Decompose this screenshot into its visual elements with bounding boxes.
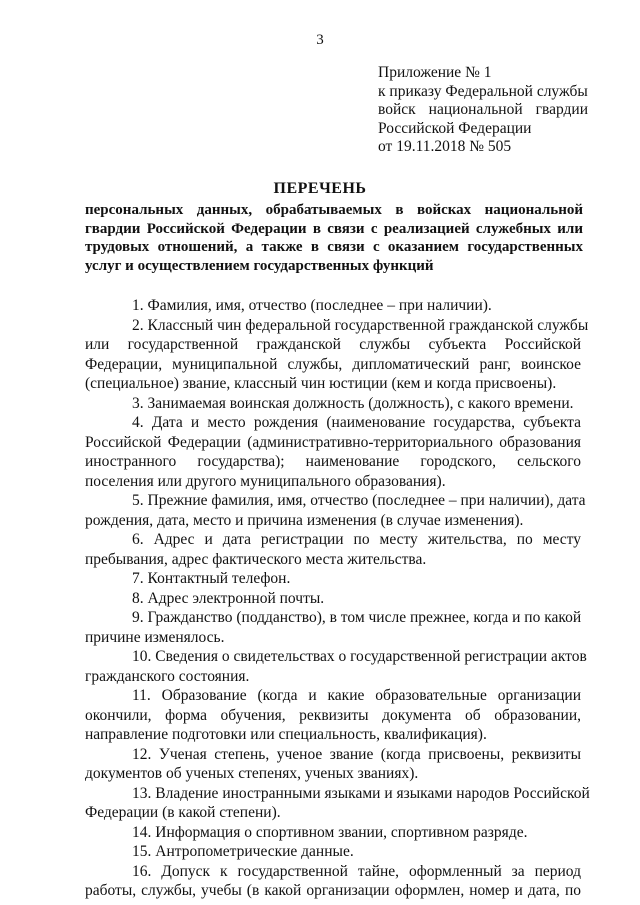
list-line: направление подготовки или специальность, квалификация). (85, 726, 487, 743)
document-title: ПЕРЕЧЕНЬ (273, 180, 367, 197)
subtitle-line: гвардии Российской Федерации в связи с реализацией служебных или (85, 220, 583, 237)
list-line: 15. Антропометрические данные. (132, 843, 354, 860)
list-line: (специальное) звание, классный чин юстиции (кем и когда присвоены). (85, 375, 557, 392)
list-line: 3. Занимаемая воинская должность (должность), с какого времени. (132, 394, 574, 412)
list-line: окончили, форма обучения, реквизиты документа об образовании, (85, 706, 581, 724)
list-line: 12. Ученая степень, ученое звание (когда присвоены, реквизиты (132, 745, 581, 763)
list-line: 14. Информация о спортивном звании, спортивном разряде. (132, 823, 528, 841)
list-line: Федерации (в какой степени). (85, 804, 281, 821)
subtitle-line: персональных данных, обрабатываемых в войсках национальной (85, 202, 583, 218)
list-line: 10. Сведения о свидетельствах о государственной регистрации актов (132, 648, 587, 665)
list-line: 1. Фамилия, имя, отчество (последнее – при наличии). (132, 297, 492, 314)
appendix-line: Приложение № 1 (378, 64, 492, 81)
document-subtitle (85, 201, 583, 275)
list-line: рождения, дата, место и причина изменения (в случае изменения). (85, 511, 524, 529)
list-line: 2. Классный чин федеральной государственной гражданской службы (132, 316, 589, 334)
appendix-header (378, 64, 588, 157)
list-line: 9. Гражданство (подданство), в том числе прежнее, когда и по какой (132, 609, 582, 626)
personal-data-list (85, 296, 590, 901)
appendix-line: войск национальной гвардии (378, 101, 588, 118)
appendix-line: от 19.11.2018 № 505 (378, 138, 512, 155)
list-line: причине изменялось. (85, 628, 225, 646)
appendix-line: Российской Федерации (378, 119, 532, 137)
list-line: иностранного государства); наименование городского, сельского (85, 453, 581, 470)
list-line: или государственной гражданской службы субъекта Российской (85, 336, 581, 353)
list-line: работы, службы, учебы (в какой организации оформлен, номер и дата, по (85, 882, 581, 899)
list-line: 13. Владение иностранными языками и языками народов Российской (132, 784, 590, 802)
list-line: 4. Дата и место рождения (наименование государства, субъекта (132, 414, 581, 431)
list-line: поселения или другого муниципального образования). (85, 472, 446, 490)
appendix-line: к приказу Федеральной службы (378, 82, 588, 100)
list-line: Федерации, муниципальной службы, дипломатический ранг, воинское (85, 355, 581, 373)
list-line: гражданского состояния. (85, 667, 250, 685)
list-line: 8. Адрес электронной почты. (132, 589, 325, 607)
page-number: 3 (316, 32, 324, 48)
list-line: 6. Адрес и дата регистрации по месту жительства, по месту (132, 531, 581, 548)
subtitle-line: услуг и осуществлением государственных функций (85, 257, 434, 274)
list-line: Российской Федерации (административно-территориального образования (85, 433, 581, 451)
list-line: 5. Прежние фамилия, имя, отчество (последнее – при наличии), дата (132, 492, 586, 509)
list-line: документов об ученых степенях, ученых званиях). (85, 765, 419, 782)
list-line: 16. Допуск к государственной тайне, оформленный за период (132, 862, 581, 880)
subtitle-line: трудовых отношений, а также в связи с оказанием государственных (85, 239, 583, 255)
list-line: 7. Контактный телефон. (132, 570, 291, 587)
list-line: 11. Образование (когда и какие образовательные организации (132, 687, 581, 704)
list-line: пребывания, адрес фактического места жительства. (85, 550, 427, 568)
